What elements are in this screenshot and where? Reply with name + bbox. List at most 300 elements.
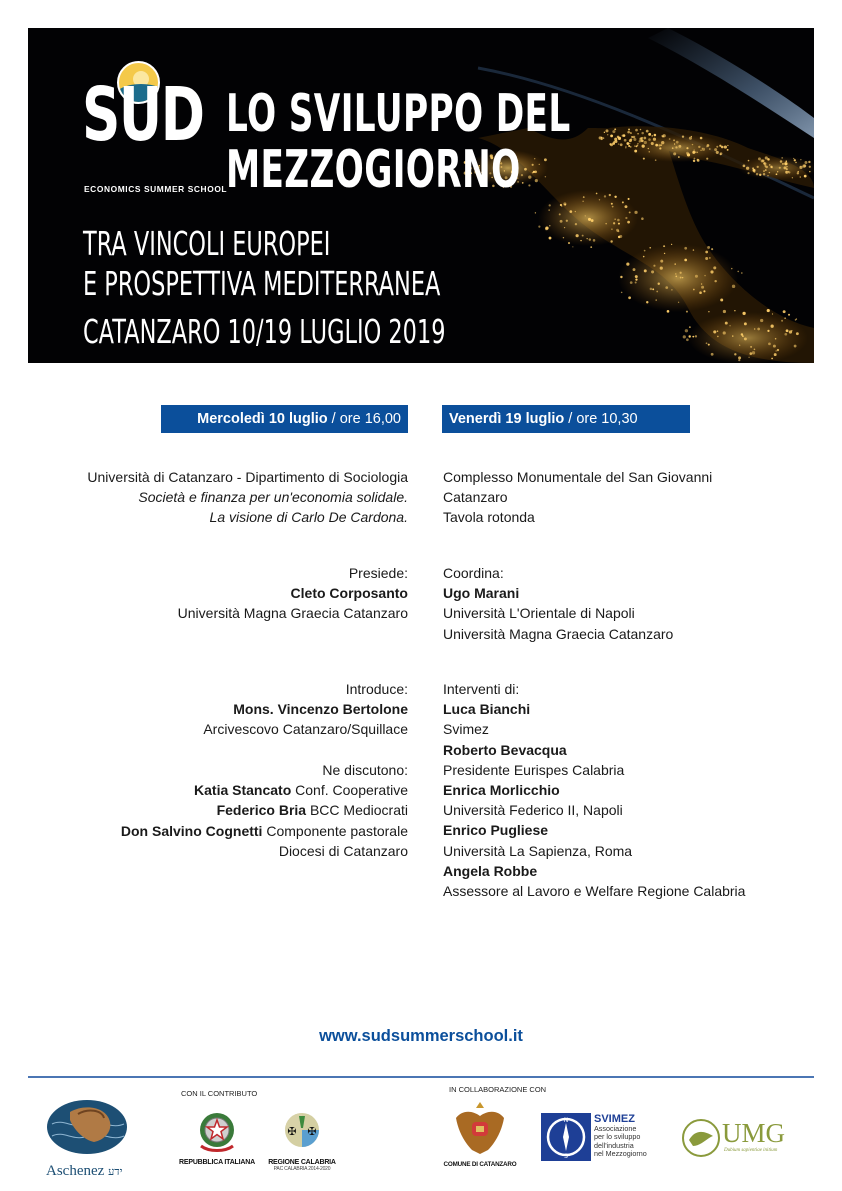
city-light [653,265,655,267]
day1-chair-block [178,563,408,624]
city-light [699,291,702,294]
city-light [720,152,723,155]
city-light [794,159,796,161]
city-light [610,240,612,242]
aschenez-ark-icon [44,1100,130,1155]
city-light [609,143,611,145]
city-light [667,310,670,313]
city-light [637,145,639,147]
city-light [747,172,749,174]
city-light [656,291,658,293]
city-light [635,129,638,132]
city-light [642,145,645,148]
day1-intro-affiliation: Arcivescovo Catanzaro/Squillace [203,721,408,738]
collab-label: IN COLLABORAZIONE CON [449,1085,547,1094]
city-light [545,227,548,230]
city-light [711,248,713,250]
city-light [756,173,759,176]
city-light [684,247,687,250]
city-light [658,283,660,285]
city-light [644,250,646,252]
city-light [734,310,735,311]
day1-topic-line-1: Società e finanza per un'economia solidale. [138,489,408,506]
day1-header [161,405,408,433]
city-light [624,139,627,142]
city-light [675,276,677,278]
city-light [782,163,784,165]
speaker-name: Angela Robbe [443,862,538,879]
day1-topic-line-2: La visione di Carlo De Cardona. [209,509,408,526]
umg-wordmark: UMG [722,1118,786,1148]
city-light [625,217,627,219]
city-light [809,171,810,172]
city-light [673,152,676,155]
city-light [622,201,624,203]
day1-date: Mercoledì 10 luglio [197,411,328,427]
day2-time: / ore 10,30 [564,411,638,427]
city-light [665,286,668,289]
city-light [591,219,594,222]
contrib-label: CON IL CONTRIBUTO [181,1089,258,1098]
city-light [644,269,647,272]
city-light [698,146,700,148]
city-light [618,236,620,238]
svg-text:✠: ✠ [287,1125,297,1138]
city-light [749,352,752,355]
calabria-crest-icon [262,1110,342,1154]
city-light [590,246,592,248]
city-light [612,130,615,133]
city-light [664,253,665,254]
title-line-2: MEZZOGIORNO [226,140,521,200]
city-light [628,145,630,147]
city-light [781,320,783,322]
city-light [633,138,636,141]
city-light [724,145,727,148]
city-light [641,132,643,134]
city-light [794,345,797,348]
city-light [563,202,566,205]
city-light [692,336,694,338]
city-light [717,336,719,338]
city-light [760,319,763,322]
svimez-compass-n: N [563,1117,569,1124]
city-light [631,136,633,138]
day1-chair-affiliation: Università Magna Graecia Catanzaro [177,605,408,622]
city-light [640,137,642,139]
city-light [640,129,642,131]
city-light [637,133,638,134]
city-light [641,217,644,220]
city-light [674,143,675,144]
svimez-line-4: nel Mezzogiorno [594,1149,647,1159]
city-light [757,328,760,331]
aschenez-hebrew: ידע [108,1166,123,1178]
city-light [549,204,551,206]
city-light [765,169,767,171]
city-light [651,270,654,273]
city-light [786,329,789,332]
city-light [644,141,647,144]
city-light [684,259,687,262]
city-light [800,159,801,160]
city-light [563,237,564,238]
city-light [538,226,540,228]
city-light [759,174,761,176]
city-light [697,152,698,153]
website-link[interactable]: www.sudsummerschool.it [319,1027,523,1045]
city-light [635,278,637,280]
day1-chair-name: Cleto Corposanto [290,585,408,602]
city-light [613,222,615,224]
speaker-name: Enrica Morlicchio [443,782,560,799]
city-light [754,349,756,351]
city-light [688,335,690,337]
city-light [803,164,806,167]
city-light [564,227,565,228]
city-light [610,134,613,137]
city-light [611,203,613,205]
city-light [654,134,657,137]
city-light [693,249,694,250]
city-light [627,131,630,134]
city-light [709,148,711,150]
city-light [682,277,683,278]
day2-speakers-label: Interventi di: [443,681,520,697]
city-light [804,175,807,178]
city-light [672,147,674,149]
city-light [628,296,631,299]
day2-format: Tavola rotonda [443,509,535,526]
panelist-affiliation: Componente pastorale [262,822,408,839]
day1-chair-label: Presiede: [348,565,408,581]
city-light [671,289,672,290]
city-light [769,172,770,173]
city-light [614,138,617,141]
city-light [772,313,773,314]
city-light [614,128,616,130]
city-light [710,270,713,273]
city-light [705,251,708,254]
day2-coord-affiliation-1: Università L'Orientale di Napoli [443,605,635,622]
catanzaro-eagle-crest-icon [442,1100,518,1156]
day2-venue-block [443,467,712,528]
city-light [706,158,708,160]
city-light [607,134,608,135]
city-light [643,158,645,160]
city-light [548,209,549,210]
city-light [678,145,681,148]
city-light [674,263,675,264]
subtitle-line-1: TRA VINCOLI EUROPEI [83,224,331,263]
day2-coord-affiliation-2: Università Magna Graecia Catanzaro [443,625,674,642]
city-light [627,221,630,224]
city-light [783,166,786,169]
city-light [717,331,718,332]
speaker-affiliation: Università Federico II, Napoli [443,802,623,819]
svimez-line-3: dell'industria [594,1140,634,1150]
panelist-name: Don Salvino Cognetti [120,822,263,839]
city-light [559,213,561,215]
city-light [784,317,786,319]
city-light [646,301,648,303]
page-title [226,86,571,198]
day1-time: / ore 16,00 [327,411,401,427]
umg-seal-icon [681,1118,721,1158]
city-light [808,161,810,163]
city-light [732,335,733,336]
city-light [630,146,632,148]
city-light [769,164,770,165]
city-light [599,199,600,200]
subtitle [83,224,440,304]
city-light [633,268,636,271]
city-light [634,150,637,153]
city-light [809,166,811,168]
city-light [700,149,702,151]
svimez-logo [541,1113,666,1163]
city-light [588,218,591,221]
sud-logo-tagline: ECONOMICS SUMMER SCHOOL [84,184,228,194]
city-light [603,137,605,139]
city-light [737,271,739,273]
city-light [655,144,658,147]
city-light [678,302,679,303]
city-light [568,242,570,244]
city-light [716,151,719,154]
city-light [549,225,550,226]
city-light [767,158,770,161]
city-light [804,161,807,164]
city-light [625,146,626,147]
city-light [704,275,705,276]
city-light [604,132,605,133]
city-light [691,136,692,137]
city-light [680,277,682,279]
city-light [683,335,686,338]
city-light [621,292,623,294]
city-light [689,326,691,328]
city-light [673,139,675,141]
city-light [614,219,615,220]
city-light [770,166,772,168]
city-light [721,146,724,149]
speaker-name: Roberto Bevacqua [443,741,567,758]
city-light [775,350,776,351]
city-light [686,152,689,155]
city-light [738,359,740,361]
city-light [575,211,576,212]
speaker-affiliation: Assessore al Lavoro e Welfare Regione Calabria [443,883,746,900]
city-light [625,147,627,149]
city-light [580,240,581,241]
city-light [697,159,700,162]
city-light [611,228,612,229]
city-light [648,138,651,141]
city-light [560,204,562,206]
city-light [576,234,579,237]
city-light [784,333,787,336]
city-light [648,148,649,149]
regione-calabria-logo [262,1110,342,1180]
city-light [741,272,743,274]
city-light [628,128,630,130]
city-light [604,195,606,197]
city-light [776,173,778,175]
city-light [599,136,602,139]
city-light [731,268,732,269]
city-light [659,147,661,149]
city-light [800,166,801,167]
day1-venue-block [87,467,408,528]
city-light [743,165,746,168]
city-light [628,198,630,200]
city-light [626,263,629,266]
city-light [652,288,654,290]
day2-date: Venerdì 19 luglio [449,411,565,427]
city-light [651,135,653,137]
city-light [750,346,752,348]
city-light [618,143,619,144]
city-light [786,166,787,167]
day1-intro-label: Introduce: [345,681,408,697]
city-light [781,157,783,159]
city-light [708,344,710,346]
city-light [586,238,587,239]
day2-header [442,405,690,433]
city-light [762,159,765,162]
city-light [708,311,709,312]
city-light [649,247,651,249]
city-light [705,257,708,260]
city-light [793,158,794,159]
panelist [121,821,408,841]
city-light [757,166,759,168]
city-light [777,171,778,172]
city-light [643,256,645,258]
city-light [617,136,620,139]
city-light [723,331,726,334]
city-light [725,322,728,325]
city-light [618,223,620,225]
city-light [800,176,801,177]
city-light [686,147,688,149]
city-light [549,237,552,240]
city-light [569,210,572,213]
city-light [711,353,714,356]
city-light [746,167,749,170]
sud-logo-wordmark: SUD [82,72,204,158]
header-banner [28,28,814,363]
city-light [675,146,677,148]
city-light [763,173,765,175]
city-light [713,266,716,269]
panelist-affiliation: BCC Mediocrati [306,802,408,819]
city-light [701,286,704,289]
city-light [626,142,629,145]
aschenez-name: Aschenez [46,1163,105,1179]
city-light [729,325,730,326]
city-light [775,338,777,340]
city-light [682,136,684,138]
panelist [121,780,408,800]
day2-coord-name: Ugo Marani [443,585,520,602]
speaker-name: Luca Bianchi [443,701,531,718]
city-light [741,333,743,335]
footer-divider [28,1076,814,1078]
svimez-line-2: per lo sviluppo [594,1132,641,1142]
city-light [617,219,620,222]
day1-panel-label: Ne discutono: [322,762,408,778]
city-light [714,148,717,151]
city-light [695,275,698,278]
city-light [653,138,656,141]
city-light [777,349,779,351]
city-light [774,353,777,356]
city-light [566,220,568,222]
city-light [612,206,614,208]
speaker-affiliation: Presidente Eurispes Calabria [443,761,625,778]
city-light [768,342,771,345]
city-light [784,162,787,165]
city-light [773,345,776,348]
city-light [620,276,622,278]
day1-panel-block [121,760,408,861]
city-light [703,290,705,292]
day2-coord-block [443,563,673,644]
regione-subcaption: PAC CALABRIA 2014-2020 [273,1166,331,1172]
city-light [752,351,755,354]
city-light [701,283,702,284]
city-light [589,238,591,240]
city-light [713,330,716,333]
city-light [655,159,657,161]
city-light [651,142,654,145]
title-line-1: LO SVILUPPO DEL [226,84,571,144]
panelist-affiliation-continued: Diocesi di Catanzaro [278,842,408,859]
city-light [732,285,735,288]
regione-caption: REGIONE CALABRIA [268,1159,336,1166]
city-light [796,332,799,335]
city-light [738,356,741,359]
city-light [791,330,792,331]
city-light [714,280,716,282]
city-light [661,135,662,136]
comune-catanzaro-logo [442,1100,518,1172]
subtitle-line-2: E PROSPETTIVA MEDITERRANEA [83,264,441,303]
city-light [727,149,729,151]
city-light [575,223,577,225]
city-light [693,289,695,291]
city-light [709,257,711,259]
city-light [692,144,693,145]
city-light [753,171,755,173]
city-light [643,137,646,140]
city-light [707,246,710,249]
city-light [635,281,637,283]
repubblica-caption: REPUBBLICA ITALIANA [179,1159,255,1166]
city-light [630,281,633,284]
svimez-compass-icon [541,1113,591,1161]
city-light [695,335,697,337]
city-light [779,167,781,169]
city-light [572,246,573,247]
aschenez-logo [44,1100,130,1178]
city-light [707,144,710,147]
city-light [744,337,747,340]
city-light [799,166,802,169]
city-light [716,146,718,148]
